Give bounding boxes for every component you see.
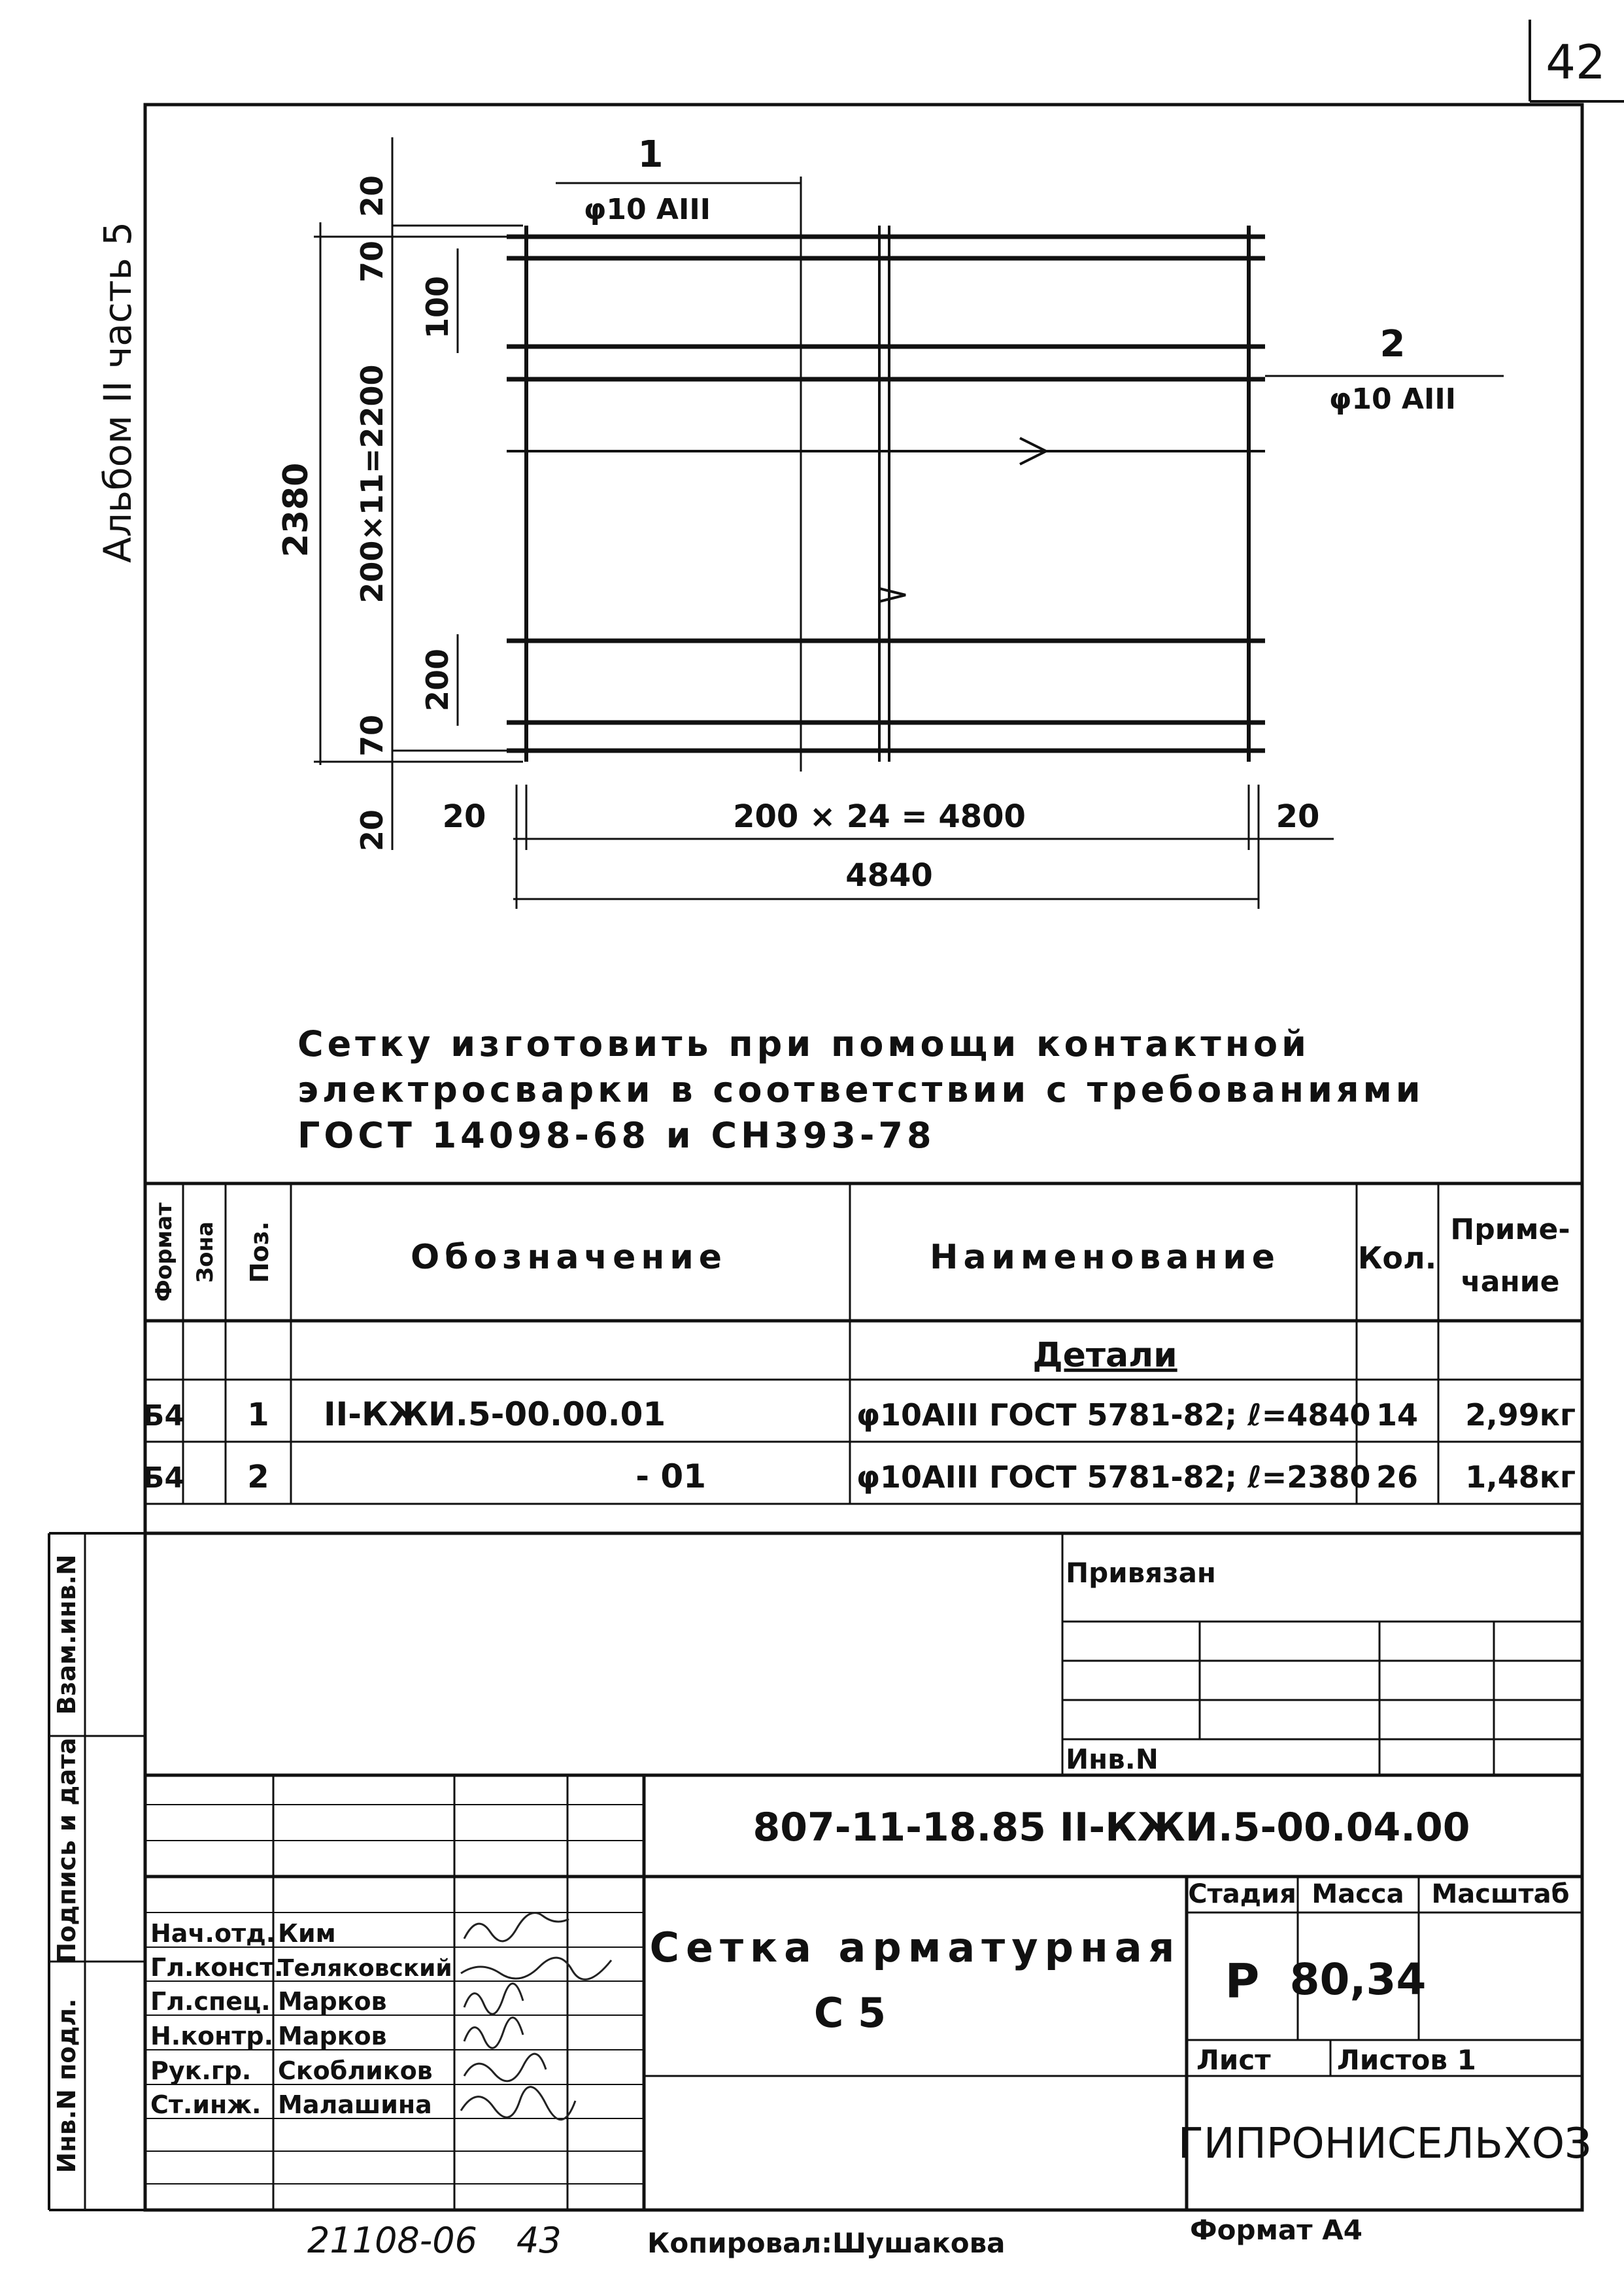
row-quantity: 26 — [1376, 1459, 1419, 1495]
binding-label: Привязан — [1066, 1557, 1216, 1589]
header-zone: Зона — [192, 1221, 218, 1283]
page-number: 42 — [1546, 35, 1606, 90]
mass-label: Масса — [1311, 1879, 1404, 1909]
name-3: Марков — [278, 1987, 387, 2016]
row-format: Б4 — [142, 1399, 185, 1433]
name-2: Теляковский — [278, 1955, 452, 1982]
role-5: Рук.гр. — [150, 2056, 252, 2085]
name-4: Марков — [278, 2022, 387, 2050]
header-name: Наименование — [929, 1238, 1281, 1277]
bar1-position: 1 — [637, 133, 664, 176]
section-details: Детали — [1032, 1336, 1177, 1375]
dim-100: 100 — [420, 275, 455, 339]
row-name: φ10AIII ГОСТ 5781-82; ℓ=4840 — [856, 1397, 1371, 1433]
dim-total-height: 2380 — [277, 462, 316, 558]
dim-pitch-vertical: 200×11=2200 — [354, 364, 390, 604]
bar1-spec: φ10 AIII — [583, 193, 711, 226]
dim-70-top: 70 — [354, 240, 390, 283]
header-note-line-1: Приме- — [1450, 1213, 1570, 1246]
note-line-1: Сетку изготовить при помощи контактной — [297, 1023, 1310, 1064]
stage-value: Р — [1225, 1954, 1260, 2009]
signature-date-label: Подпись и дата — [52, 1737, 81, 1964]
spec-row-1 — [143, 1395, 1576, 1433]
header-designation: Обозначение — [410, 1238, 728, 1277]
sheets-label: Листов 1 — [1337, 2044, 1476, 2076]
spec-row-2 — [143, 1457, 1576, 1495]
header-format: Формат — [151, 1202, 177, 1302]
name-5: Скобликов — [278, 2056, 433, 2085]
document-title: Сетка арматурная — [649, 1924, 1181, 1971]
header-note-line-2: чание — [1461, 1265, 1560, 1299]
stage-label: Стадия — [1188, 1879, 1296, 1909]
inventory-label: Инв.N — [1066, 1743, 1159, 1775]
mass-value: 80,34 — [1289, 1954, 1427, 2005]
role-6: Ст.инж. — [150, 2090, 262, 2119]
mesh-drawing — [314, 226, 1265, 762]
scale-label: Масштаб — [1431, 1879, 1570, 1909]
inv-original-label: Инв.N подл. — [52, 1998, 81, 2173]
row-note: 2,99кг — [1465, 1397, 1576, 1433]
name-6: Малашина — [278, 2090, 432, 2119]
dim-bottom-20: 20 — [354, 809, 390, 852]
dim-left-20: 20 — [442, 798, 486, 835]
row-format: Б4 — [142, 1461, 185, 1495]
header-quantity: Кол. — [1357, 1240, 1437, 1276]
dim-70-bottom: 70 — [354, 714, 390, 757]
handwritten-signatures — [461, 1913, 611, 2120]
dim-pitch-horizontal: 200 × 24 = 4800 — [733, 798, 1026, 835]
row-name: φ10AIII ГОСТ 5781-82; ℓ=2380 — [856, 1459, 1371, 1495]
row-designation: - 01 — [635, 1457, 706, 1495]
row-position: 1 — [247, 1397, 269, 1433]
row-position: 2 — [247, 1459, 269, 1495]
role-4: Н.контр. — [150, 2022, 274, 2050]
sheet-label: Лист — [1196, 2044, 1271, 2076]
bar2-spec: φ10 AIII — [1328, 382, 1457, 416]
footer-number: 21108-06 — [307, 2220, 477, 2261]
document-subtitle: С 5 — [813, 1989, 887, 2037]
footer-format: Формат А4 — [1190, 2214, 1362, 2246]
footer-copied: Копировал:Шушакова — [647, 2227, 1006, 2259]
note-line-3: ГОСТ 14098-68 и СН393-78 — [297, 1115, 936, 1156]
dim-top-20: 20 — [354, 175, 390, 218]
dim-200-bottom: 200 — [420, 648, 455, 712]
name-1: Ким — [278, 1919, 336, 1948]
row-note: 1,48кг — [1465, 1459, 1576, 1495]
footer-sheet: 43 — [516, 2220, 562, 2261]
dim-total-width: 4840 — [845, 857, 933, 894]
row-quantity: 14 — [1376, 1397, 1419, 1433]
header-position: Поз. — [245, 1221, 274, 1284]
document-code: 807-11-18.85 II-КЖИ.5-00.04.00 — [753, 1805, 1470, 1850]
role-2: Гл.конст. — [150, 1953, 284, 1982]
row-designation: II-КЖИ.5-00.00.01 — [324, 1395, 666, 1433]
page-number-box — [1530, 20, 1624, 101]
note-line-2: электросварки в соответствии с требованиями — [297, 1069, 1425, 1110]
role-3: Гл.спец. — [150, 1987, 271, 2016]
bar2-position: 2 — [1379, 323, 1406, 366]
signatures-list — [150, 1919, 452, 2119]
role-1: Нач.отд. — [150, 1919, 276, 1948]
side-album-label: Альбом II часть 5 — [95, 221, 140, 564]
vzam-inv-label: Взам.инв.N — [52, 1554, 81, 1715]
dim-right-20: 20 — [1276, 798, 1320, 835]
organization-name: ГИПРОНИСЕЛЬХОЗ — [1177, 2120, 1592, 2168]
